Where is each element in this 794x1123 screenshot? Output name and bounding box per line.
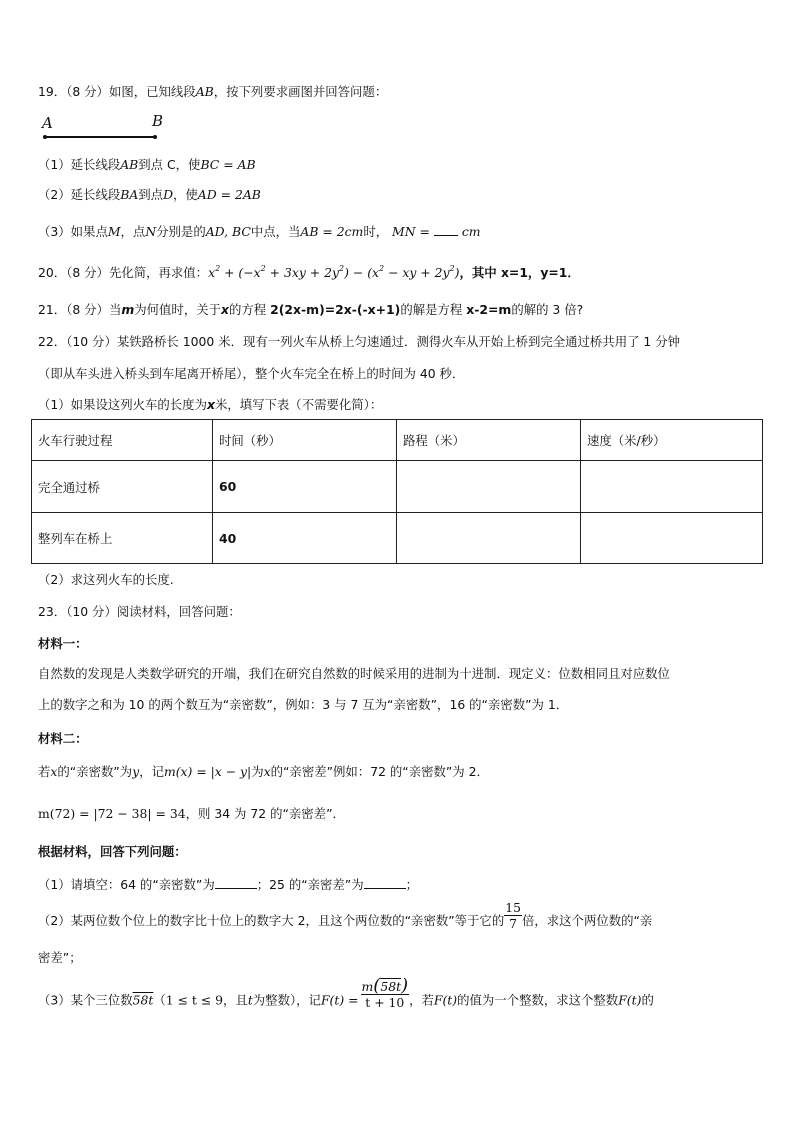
q23-m2-y: y	[132, 764, 140, 779]
q19-p3-a: （3）如果点	[38, 224, 108, 239]
frac-den: 7	[509, 916, 518, 931]
table-cell-name: 整列车在桥上	[32, 513, 213, 564]
train-table	[31, 419, 763, 564]
frac-den: t + 10	[365, 995, 405, 1010]
frac-num: 15	[505, 900, 521, 915]
q23-m2-x2: x	[263, 764, 271, 779]
fraction-15-7	[504, 900, 522, 931]
q20-expression	[208, 265, 459, 280]
q19-p2-f: AD = 2AB	[197, 187, 261, 202]
q23-p3-cond: 1 ≤ t ≤ 9	[165, 992, 224, 1008]
q23-p3-Ft2: F(t)	[618, 992, 642, 1008]
q19-p3-g: 中点，当	[250, 224, 301, 239]
q23-m2-b: 的“亲密数”为	[57, 764, 133, 779]
q19-p3-c: ，点	[120, 224, 146, 239]
q23-part2-l2: 密差”；	[38, 950, 82, 965]
q22-part2: （2）求这列火车的长度.	[38, 572, 174, 587]
q19-part2	[38, 187, 261, 203]
q23-mat1-l2: 上的数字之和为 10 的两个数互为“亲密数”，例如：3 与 7 互为“亲密数”，16 的“亲密数”为 1．	[38, 697, 569, 712]
q21-c: 的方程	[229, 302, 267, 317]
q23-p3-g: 的	[641, 992, 654, 1008]
q19-p1-c: 到点 C，使	[138, 157, 201, 172]
q19-p3-d: N	[145, 224, 157, 239]
q23-example	[38, 806, 345, 822]
segment-ab	[40, 112, 170, 144]
q21-eq2: x-2=m	[466, 302, 512, 317]
q20-sq1: 2	[215, 264, 221, 273]
q22-line1: 22．（10 分）某铁路桥长 1000 米．现有一列火车从桥上匀速通过．测得火车从开始上桥到完全通过桥共用了 1 分钟	[38, 334, 681, 349]
q19-part1	[38, 157, 256, 173]
q23-stem: 23．（10 分）阅读材料，回答问题：	[38, 604, 241, 619]
q21-b: 为何值时，关于	[134, 302, 221, 317]
q19-p3-f: AD, BC	[205, 224, 251, 239]
q23-part1	[38, 876, 418, 893]
q19-p2-c: 到点	[138, 187, 164, 202]
q23-m2-x: x	[50, 764, 58, 779]
q23-ex-tail: ，则 34 为 72 的“亲密差”．	[185, 806, 345, 821]
frac-num: m(58t)	[361, 975, 409, 996]
q23-mat1-l1: 自然数的发现是人类数学研究的开端，我们在研究自然数的时候采用的进制为十进制．现定义：位数相同且对应数位	[38, 666, 670, 681]
table-header: 时间（秒）	[213, 420, 397, 461]
q19-p3-h: AB = 2cm	[300, 224, 364, 239]
q23-mat2-def	[38, 764, 489, 780]
q19-var: AB	[195, 84, 214, 99]
q20-e5: − xy + 2y	[384, 265, 450, 280]
table-cell-dist[interactable]	[397, 513, 581, 564]
q21-line	[38, 302, 583, 318]
q23-p1-a: （1）请填空：64 的“亲密数”为	[38, 877, 215, 892]
q19-p2-b: BA	[120, 187, 139, 202]
frac-num-n: 58t	[380, 979, 402, 994]
table-header: 路程（米）	[397, 420, 581, 461]
q23-m2-e: 的“亲密差”例如：72 的“亲密数”为 2．	[270, 764, 489, 779]
answer-blank[interactable]	[434, 223, 458, 236]
table-cell-time: 60	[213, 461, 397, 513]
q19-p2-e: ，使	[173, 187, 198, 202]
q20-e6: )	[454, 265, 460, 280]
q20-sq2: 2	[260, 264, 266, 273]
table-cell-speed[interactable]	[581, 461, 763, 513]
segment-figure	[40, 112, 170, 144]
q19-p2-d: D	[163, 187, 174, 202]
q19-p1-a: （1）延长线段	[38, 157, 121, 172]
q19-p3-k: cm	[461, 224, 481, 239]
answer-blank[interactable]	[364, 876, 406, 889]
q23-p3-a: （3）某个三位数	[38, 992, 133, 1008]
q20-tail: ，其中 x=1，y=1．	[459, 265, 580, 280]
label-a: A	[42, 114, 53, 132]
q23-m2-c: ，记	[139, 764, 164, 779]
q23-p1-b: ；25 的“亲密差”为	[256, 877, 364, 892]
table-header-row	[32, 420, 763, 461]
q20-a: 20．（8 分）先化简，再求值：	[38, 265, 209, 280]
table-cell-speed[interactable]	[581, 513, 763, 564]
q23-p1-c: ；	[405, 877, 419, 892]
frac-num-m: m	[361, 979, 374, 994]
fraction-F	[361, 975, 410, 1010]
q23-p3-d: 为整数），记	[252, 992, 321, 1008]
q23-m2-d: 为	[251, 764, 264, 779]
q23-m2-def: m(x) = |x − y|	[163, 764, 252, 779]
q19-stem-text: 19．（8 分）如图，已知线段	[38, 84, 196, 99]
table-cell-time: 40	[213, 513, 397, 564]
q21-e: 的解的 3 倍?	[511, 302, 584, 317]
q23-mat1-title: 材料一：	[38, 636, 88, 651]
label-b: B	[152, 112, 164, 130]
q20-e3: + 3xy + 2y	[265, 265, 340, 280]
q23-p3-f: 的值为一个整数，求这个整数	[457, 992, 619, 1008]
q19-stem	[38, 84, 387, 100]
q21-x: x	[221, 302, 229, 317]
q19-p1-b: AB	[120, 157, 139, 172]
q21-d: 的解是方程	[400, 302, 463, 317]
q19-p3-e: 分别是的	[156, 224, 206, 239]
q21-eq1: 2(2x-m)=2x-(-x+1)	[270, 302, 401, 317]
q22-l3-a: （1）如果设这列火车的长度为	[38, 397, 207, 412]
q20-e4: ) − (x	[344, 265, 380, 280]
q23-p3-e: ，若	[409, 992, 434, 1008]
q20-line	[38, 265, 580, 281]
q23-p3-n: 58t	[132, 992, 154, 1008]
table-cell-name: 完全通过桥	[32, 461, 213, 513]
q23-p3-t: t	[247, 992, 253, 1008]
q20-sq5: 2	[449, 264, 455, 273]
q19-p3-j: MN =	[392, 224, 430, 239]
table-header: 速度（米/秒）	[581, 420, 763, 461]
q23-p2-b: 倍，求这个两位数的“亲	[522, 913, 653, 928]
q23-mat2-title: 材料二：	[38, 731, 88, 746]
q23-prompt: 根据材料，回答下列问题：	[38, 844, 187, 859]
q21-m: m	[121, 302, 135, 317]
q22-l3-b: 米，填写下表（不需要化简）：	[214, 397, 383, 412]
q22-line2: （即从车头进入桥头到车尾离开桥尾），整个火车完全在桥上的时间为 40 秒．	[38, 366, 465, 381]
q20-sq3: 2	[339, 264, 345, 273]
table-cell-dist[interactable]	[397, 461, 581, 513]
q19-part3	[38, 223, 481, 240]
q23-p3-F: F(t) =	[320, 992, 359, 1008]
q23-part2	[38, 900, 653, 931]
q23-p3-b: （	[153, 992, 166, 1008]
q23-m2-a: 若	[38, 764, 51, 779]
table-row	[32, 513, 763, 564]
q19-p3-b: M	[107, 224, 121, 239]
answer-blank[interactable]	[215, 876, 257, 889]
q23-part3	[38, 975, 654, 1010]
q23-p2-a: （2）某两位数个位上的数字比十位上的数字大 2，且这个两位数的“亲密数”等于它的	[38, 913, 505, 928]
q19-p1-d: BC = AB	[200, 157, 256, 172]
q22-line3	[38, 397, 382, 413]
q20-e1: x	[208, 265, 216, 280]
table-row	[32, 461, 763, 513]
q21-a: 21．（8 分）当	[38, 302, 122, 317]
q23-p3-c: ，且	[223, 992, 248, 1008]
q19-stem-tail: ，按下列要求画图并回答问题：	[213, 84, 388, 99]
table-header: 火车行驶过程	[32, 420, 213, 461]
q19-p3-i: 时，	[363, 224, 389, 239]
q19-p2-a: （2）延长线段	[38, 187, 121, 202]
q23-p3-Ft: F(t)	[433, 992, 458, 1008]
q23-ex-formula: m(72) = |72 − 38| = 34	[38, 806, 186, 821]
q22-l3-x: x	[206, 397, 215, 412]
q20-e2: + (−x	[220, 265, 261, 280]
q20-sq4: 2	[379, 264, 385, 273]
